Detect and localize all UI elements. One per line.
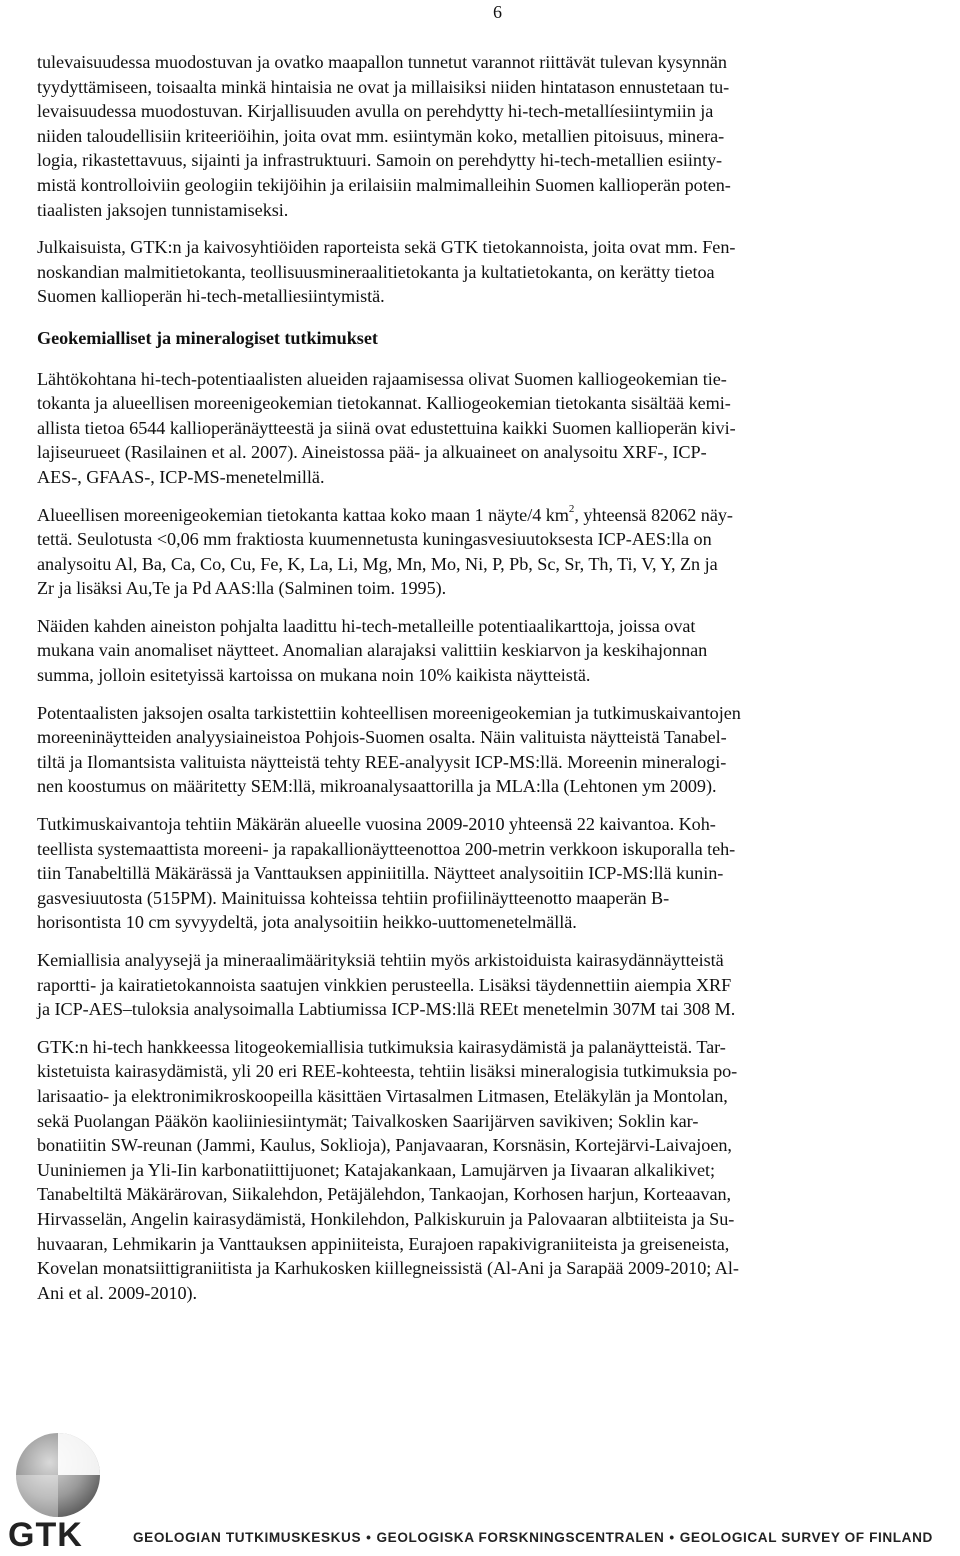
text-line: ja ICP-AES–tuloksia analysoimalla Labtiumissa ICP-MS:llä REEt menetelmin 307M tai 308 M.: [37, 999, 736, 1020]
footer-org-en: GEOLOGICAL SURVEY OF FINLAND: [679, 1530, 933, 1545]
text-line: allista tietoa 6544 kallioperänäytteestä ja siinä ovat edustettuina kaikki Suomen kallioperän kivi-: [37, 417, 736, 438]
text-line: bonatiitin SW-reunan (Jammi, Kaulus, Soklioja), Panjavaaran, Korsnäsin, Kortejärvi-Laivajoen,: [37, 1135, 732, 1156]
text-line: Hirvasselän, Angelin kairasydämistä, Honkilehdon, Palkiskuruin ja Palovaaran albtiiteista ja Su-: [37, 1208, 735, 1229]
paragraph: [37, 948, 949, 1022]
paragraph: [37, 235, 949, 309]
paragraph: [37, 701, 949, 799]
text-fragment: , yhteensä 82062 näy-: [574, 504, 733, 525]
text-line: logia, rikastettavuus, sijainti ja infrastruktuuri. Samoin on perehdytty hi-tech-metallien esiinty-: [37, 150, 723, 171]
gtk-logo: [6, 1430, 116, 1550]
text-line: kistetuista kairasydämistä, yli 20 eri REE-kohteesta, tehtiin lisäksi mineralogisia tutkimuksia po-: [37, 1061, 738, 1082]
text-line: tiin Tanabeltillä Mäkärässä ja Vanttauksen appiniitilla. Näytteet analysoitiin ICP-MS:llä kunin-: [37, 863, 724, 884]
text-line: huvaaran, Lehmikarin ja Vanttauksen appiniiteista, Eurajoen rapakivigraniiteista ja greiseneista,: [37, 1233, 730, 1254]
footer-separator: •: [669, 1530, 675, 1545]
text-line: Lähtökohtana hi-tech-potentiaalisten alueiden rajaamisessa olivat Suomen kalliogeokemian tie-: [37, 368, 727, 389]
text-line: teellista systemaattista moreeni- ja rapakallionäytteenottoa 200-metrin verkkoon iskuporalla teh-: [37, 838, 736, 859]
text-line: tokanta ja alueellisen moreenigeokemian tietokannat. Kalliogeokemian tietokanta sisältää kemi-: [37, 393, 731, 414]
text-line: Zr ja lisäksi Au,Te ja Pd AAS:lla (Salminen toim. 1995).: [37, 578, 447, 599]
text-line: Tanabeltiltä Mäkärärovan, Siikalehdon, Petäjälehdon, Tankaojan, Korhosen harjun, Korteaavan,: [37, 1184, 732, 1205]
text-line: Julkaisuista, GTK:n ja kaivosyhtiöiden raporteista sekä GTK tietokannoista, joita ovat mm. Fen-: [37, 237, 736, 258]
text-line: mukana vain anomaliset näytteet. Anomalian alarajaksi valittiin keskiarvon ja keskihajonnan: [37, 640, 708, 661]
text-line: [37, 503, 949, 528]
text-line: tiltä ja Ilomantsista valituista näytteistä tehty REE-analyysit ICP-MS:llä. Moreenin mineralogi-: [37, 751, 727, 772]
paragraph: [37, 367, 949, 490]
footer-organizations: [133, 1530, 933, 1545]
paragraph: [37, 1035, 949, 1306]
text-line: mistä kontrolloiviin geologiin tekijöihin ja erilaisiin malmimalleihin Suomen kallioperän poten-: [37, 174, 731, 195]
document-body: [37, 50, 949, 1305]
gtk-logo-text: GTK: [8, 1516, 83, 1550]
text-line: noskandian malmitietokanta, teollisuusmineraalitietokanta ja kultatietokanta, on kerätty tietoa: [37, 261, 715, 282]
text-line: Potentaalisten jaksojen osalta tarkistettiin kohteellisen moreenigeokemian ja tutkimuskaivantojen: [37, 702, 741, 723]
text-line: tettä. Seulotusta <0,06 mm fraktiosta kuumennetusta kuningasvesiuutoksesta ICP-AES:lla on: [37, 529, 712, 550]
paragraph: [37, 812, 949, 935]
text-line: raportti- ja kairatietokannoista saatujen vinkkien perusteella. Lisäksi täydennettiin aiempia XRF: [37, 974, 732, 995]
text-line: Suomen kallioperän hi-tech-metalliesiintymistä.: [37, 286, 385, 307]
text-line: sekä Puolangan Pääkön kaoliiniesiintymät; Taivalkosken Saarijärven savikiven; Soklin kar-: [37, 1110, 699, 1131]
page-number: 6: [493, 2, 502, 22]
footer-org-sv: GEOLOGISKA FORSKNINGSCENTRALEN: [376, 1530, 665, 1545]
text-line: AES-, GFAAS-, ICP-MS-menetelmillä.: [37, 466, 325, 487]
text-line: Ani et al. 2009-2010).: [37, 1282, 198, 1303]
text-line: nen koostumus on määritetty SEM:llä, mikroanalysaattorilla ja MLA:lla (Lehtonen ym 2009).: [37, 776, 717, 797]
footer-separator: •: [366, 1530, 372, 1545]
text-line: analysoitu Al, Ba, Ca, Co, Cu, Fe, K, La, Li, Mg, Mn, Mo, Ni, P, Pb, Sc, Sr, Th, Ti, V, Y, Zn ja: [37, 553, 718, 574]
text-line: GTK:n hi-tech hankkeessa litogeokemiallisia tutkimuksia kairasydämistä ja palanäytteistä. Tar-: [37, 1036, 726, 1057]
text-line: moreeninäytteiden analyysiaineistoa Pohjois-Suomen osalta. Näin valituista näytteistä Tanabel-: [37, 727, 727, 748]
footer-org-fi: GEOLOGIAN TUTKIMUSKESKUS: [133, 1530, 362, 1545]
text-line: tiaalisten jaksojen tunnistamiseksi.: [37, 199, 289, 220]
text-line: Kemiallisia analyysejä ja mineraalimäärityksiä tehtiin myös arkistoiduista kairasydännäytteistä: [37, 950, 724, 970]
text-line: Uuniniemen ja Yli-Iin karbonatiittijuonet; Katajakankaan, Lamujärven ja Iivaaran alkalikivet;: [37, 1159, 715, 1180]
text-line: tulevaisuudessa muodostuvan ja ovatko maapallon tunnetut varannot riittävät tulevan kysynnän: [37, 52, 727, 72]
text-line: tyydyttämiseen, toisaalta minkä hintaisia ne ovat ja millaisiksi niiden hintatason ennustetaan tu-: [37, 76, 730, 97]
paragraph: [37, 614, 949, 688]
text-line: larisaatio- ja elektronimikroskoopeilla käsittäen Virtasalmen Litmasen, Eteläkylän ja Montolan,: [37, 1085, 728, 1106]
section-heading: Geokemialliset ja mineralogiset tutkimukset: [37, 327, 378, 348]
text-line: Tutkimuskaivantoja tehtiin Mäkärän alueelle vuosina 2009-2010 yhteensä 22 kaivantoa. Koh-: [37, 814, 716, 835]
text-line: Näiden kahden aineiston pohjalta laadittu hi-tech-metalleille potentiaalikarttoja, joissa ovat: [37, 615, 696, 636]
text-line: gasvesiuutosta (515PM). Mainituissa kohteissa tehtiin profiilinäytteenotto maaperän B-: [37, 887, 670, 908]
text-line: summa, jolloin esitetyissä kartoissa on mukana noin 10% kaikista näytteistä.: [37, 665, 591, 686]
text-line: horisontista 10 cm syvyydeltä, jota analysoitiin heikko-uuttomenetelmällä.: [37, 912, 577, 933]
superscript: 2: [568, 503, 575, 516]
paragraph: [37, 503, 949, 601]
text-line: niiden taloudellisiin kriteeriöihin, joita ovat mm. esiintymän koko, metallien pitoisuus, minera-: [37, 125, 725, 146]
text-fragment: Alueellisen moreenigeokemian tietokanta kattaa koko maan 1 näyte/4 km: [37, 504, 569, 525]
text-line: levaisuudessa muodostuvan. Kirjallisuuden avulla on perehdytty hi-tech-metallíesiintymiin ja: [37, 101, 714, 122]
text-line: lajiseurueet (Rasilainen et al. 2007). Aineistossa pää- ja alkuaineet on analysoitu XRF-, ICP-: [37, 442, 707, 463]
text-line: Kovelan monatsiittigraniitista ja Karhukosken kiillegneissistä (Al-Ani ja Sarapää 2009-2010; Al-: [37, 1258, 739, 1279]
paragraph: [37, 50, 949, 222]
